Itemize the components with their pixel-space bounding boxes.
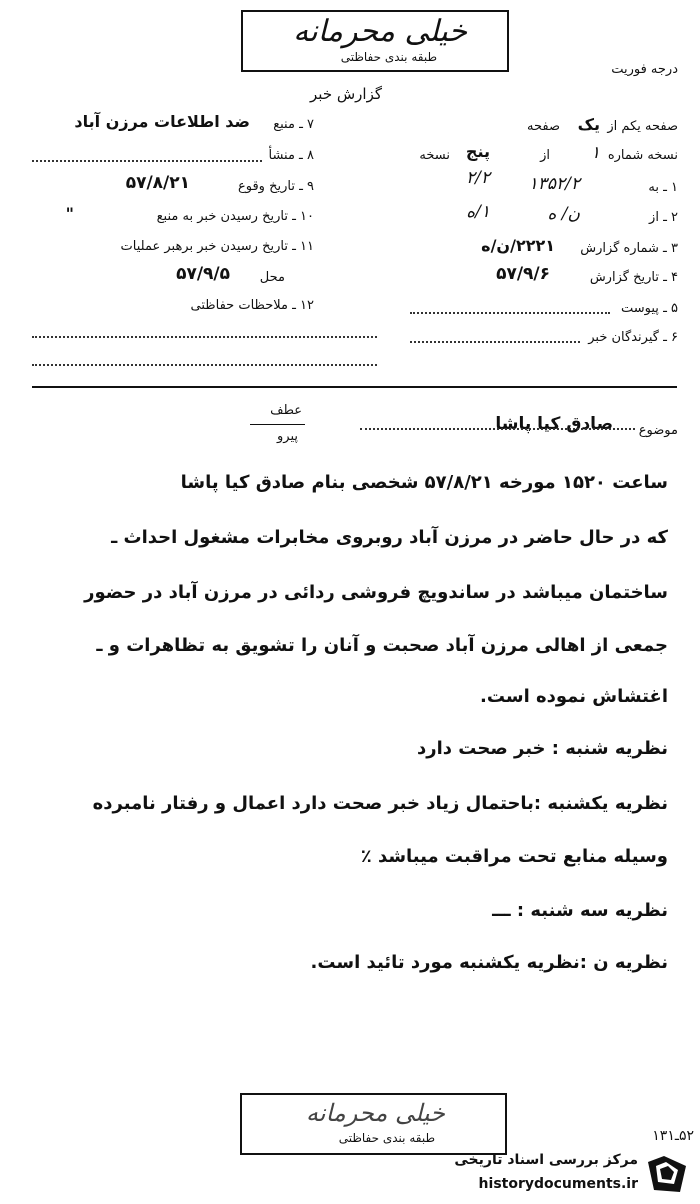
- field-1-label: ۱ ـ به: [648, 180, 678, 195]
- field-6-label: ۶ ـ گیرندگان خبر: [588, 330, 678, 345]
- field-2-label: ۲ ـ از: [649, 210, 678, 225]
- urgency-label: درجه فوریت: [611, 62, 678, 77]
- copy-total: پنج: [465, 142, 490, 161]
- subject-value: صادق کیا پاشا: [495, 414, 613, 434]
- field-1-note: ۲/۲: [466, 168, 490, 188]
- field-11-value: ۵۷/۹/۵: [176, 264, 230, 284]
- field-8-dotted-line: [32, 160, 262, 162]
- reference-divider: [250, 424, 305, 425]
- watermark-site: historydocuments.ir: [478, 1176, 638, 1192]
- field-11-place-label: محل: [259, 270, 285, 285]
- field-3-label: ۳ ـ شماره گزارش: [580, 241, 678, 256]
- opinion-final: نظریه ن :نظریه یکشنبه مورد تائید است.: [310, 952, 668, 973]
- subject-label: موضوع: [638, 423, 678, 438]
- body-line-3: ساختمان میباشد در ساندویچ فروشی ردائی در مرزن آباد در حضور: [84, 582, 668, 603]
- reference-bottom: پیرو: [277, 429, 298, 444]
- report-title: گزارش خبر: [310, 85, 382, 103]
- field-8-label: ۸ ـ منشأ: [268, 148, 314, 163]
- top-classification-stamp: [241, 10, 509, 72]
- copy-suffix: نسخه: [419, 148, 450, 163]
- field-12-label: ۱۲ ـ ملاحظات حفاظتی: [190, 298, 314, 313]
- subject-dotted-line: [360, 428, 635, 430]
- page-value: یک: [577, 115, 600, 134]
- field-2-note: ۱/ه: [466, 202, 490, 222]
- field-6-dotted-line: [410, 341, 580, 343]
- reference-top: عطف: [270, 403, 302, 418]
- field-7-label: ۷ ـ منبع: [273, 117, 314, 132]
- copy-of-label: از: [540, 148, 550, 163]
- header-separator: [32, 386, 677, 388]
- field-12-dotted-line-1: [32, 336, 377, 338]
- page-label: صفحه یکم از: [607, 119, 678, 134]
- field-9-value: ۵۷/۸/۲۱: [125, 173, 190, 193]
- field-3-value: ۲۲۲۱/ن/ه: [481, 236, 555, 255]
- top-stamp-label: طبقه بندی حفاظتی: [340, 50, 437, 64]
- page-number: ۵۲ـ۱۳۱: [652, 1128, 694, 1144]
- opinion-sunday-continued: وسیله منابع تحت مراقبت میباشد ٪: [360, 846, 668, 867]
- body-line-1: ساعت ۱۵۲۰ مورخه ۵۷/۸/۲۱ شخصی بنام صادق کیا پاشا: [180, 472, 668, 493]
- bottom-stamp-label: طبقه بندی حفاظتی: [338, 1131, 435, 1145]
- watermark-logo-icon: [644, 1152, 690, 1198]
- field-12-dotted-line-2: [32, 364, 377, 366]
- field-9-label: ۹ ـ تاریخ وقوع: [237, 179, 314, 194]
- opinion-tuesday: نظریه سه شنبه : ـــ: [492, 900, 668, 921]
- opinion-sunday: نظریه یکشنبه :باحتمال زیاد خبر صحت دارد اعمال و رفتار نامبرده: [92, 793, 668, 814]
- opinion-saturday: نظریه شنبه : خبر صحت دارد: [417, 738, 668, 759]
- field-11-label: ۱۱ ـ تاریخ رسیدن خبر برهبر عملیات: [120, 239, 314, 254]
- bottom-stamp-handwritten: خیلی محرمانه: [306, 1099, 445, 1127]
- page-suffix: صفحه: [527, 119, 560, 134]
- body-line-5: اغتشاش نموده است.: [480, 686, 668, 707]
- copy-label: نسخه شماره: [607, 148, 678, 163]
- field-4-label: ۴ ـ تاریخ گزارش: [589, 270, 678, 285]
- bottom-classification-stamp: [240, 1093, 507, 1155]
- field-10-value: ": [65, 204, 74, 223]
- field-10-label: ۱۰ ـ تاریخ رسیدن خبر به منبع: [156, 209, 314, 224]
- field-5-dotted-line: [410, 312, 610, 314]
- field-7-value: ضد اطلاعات مرزن آباد: [74, 112, 250, 131]
- field-5-label: ۵ ـ پیوست: [621, 301, 678, 316]
- field-4-value: ۵۷/۹/۶: [496, 264, 550, 284]
- body-line-4: جمعی از اهالی مرزن آباد صحبت و آنان را تشویق به تظاهرات و ـ: [96, 635, 668, 656]
- body-line-2: که در حال حاضر در مرزن آباد روبروی مخابرات مشغول احداث ـ: [111, 527, 668, 548]
- copy-value: ۱: [590, 143, 600, 163]
- field-2-value: ن/ ه: [547, 204, 580, 224]
- field-1-value: ۱۳۵۲/۲: [528, 174, 580, 194]
- top-stamp-handwritten: خیلی محرمانه: [293, 14, 467, 49]
- watermark-org: مرکز بررسی اسناد تاریخی: [454, 1152, 638, 1168]
